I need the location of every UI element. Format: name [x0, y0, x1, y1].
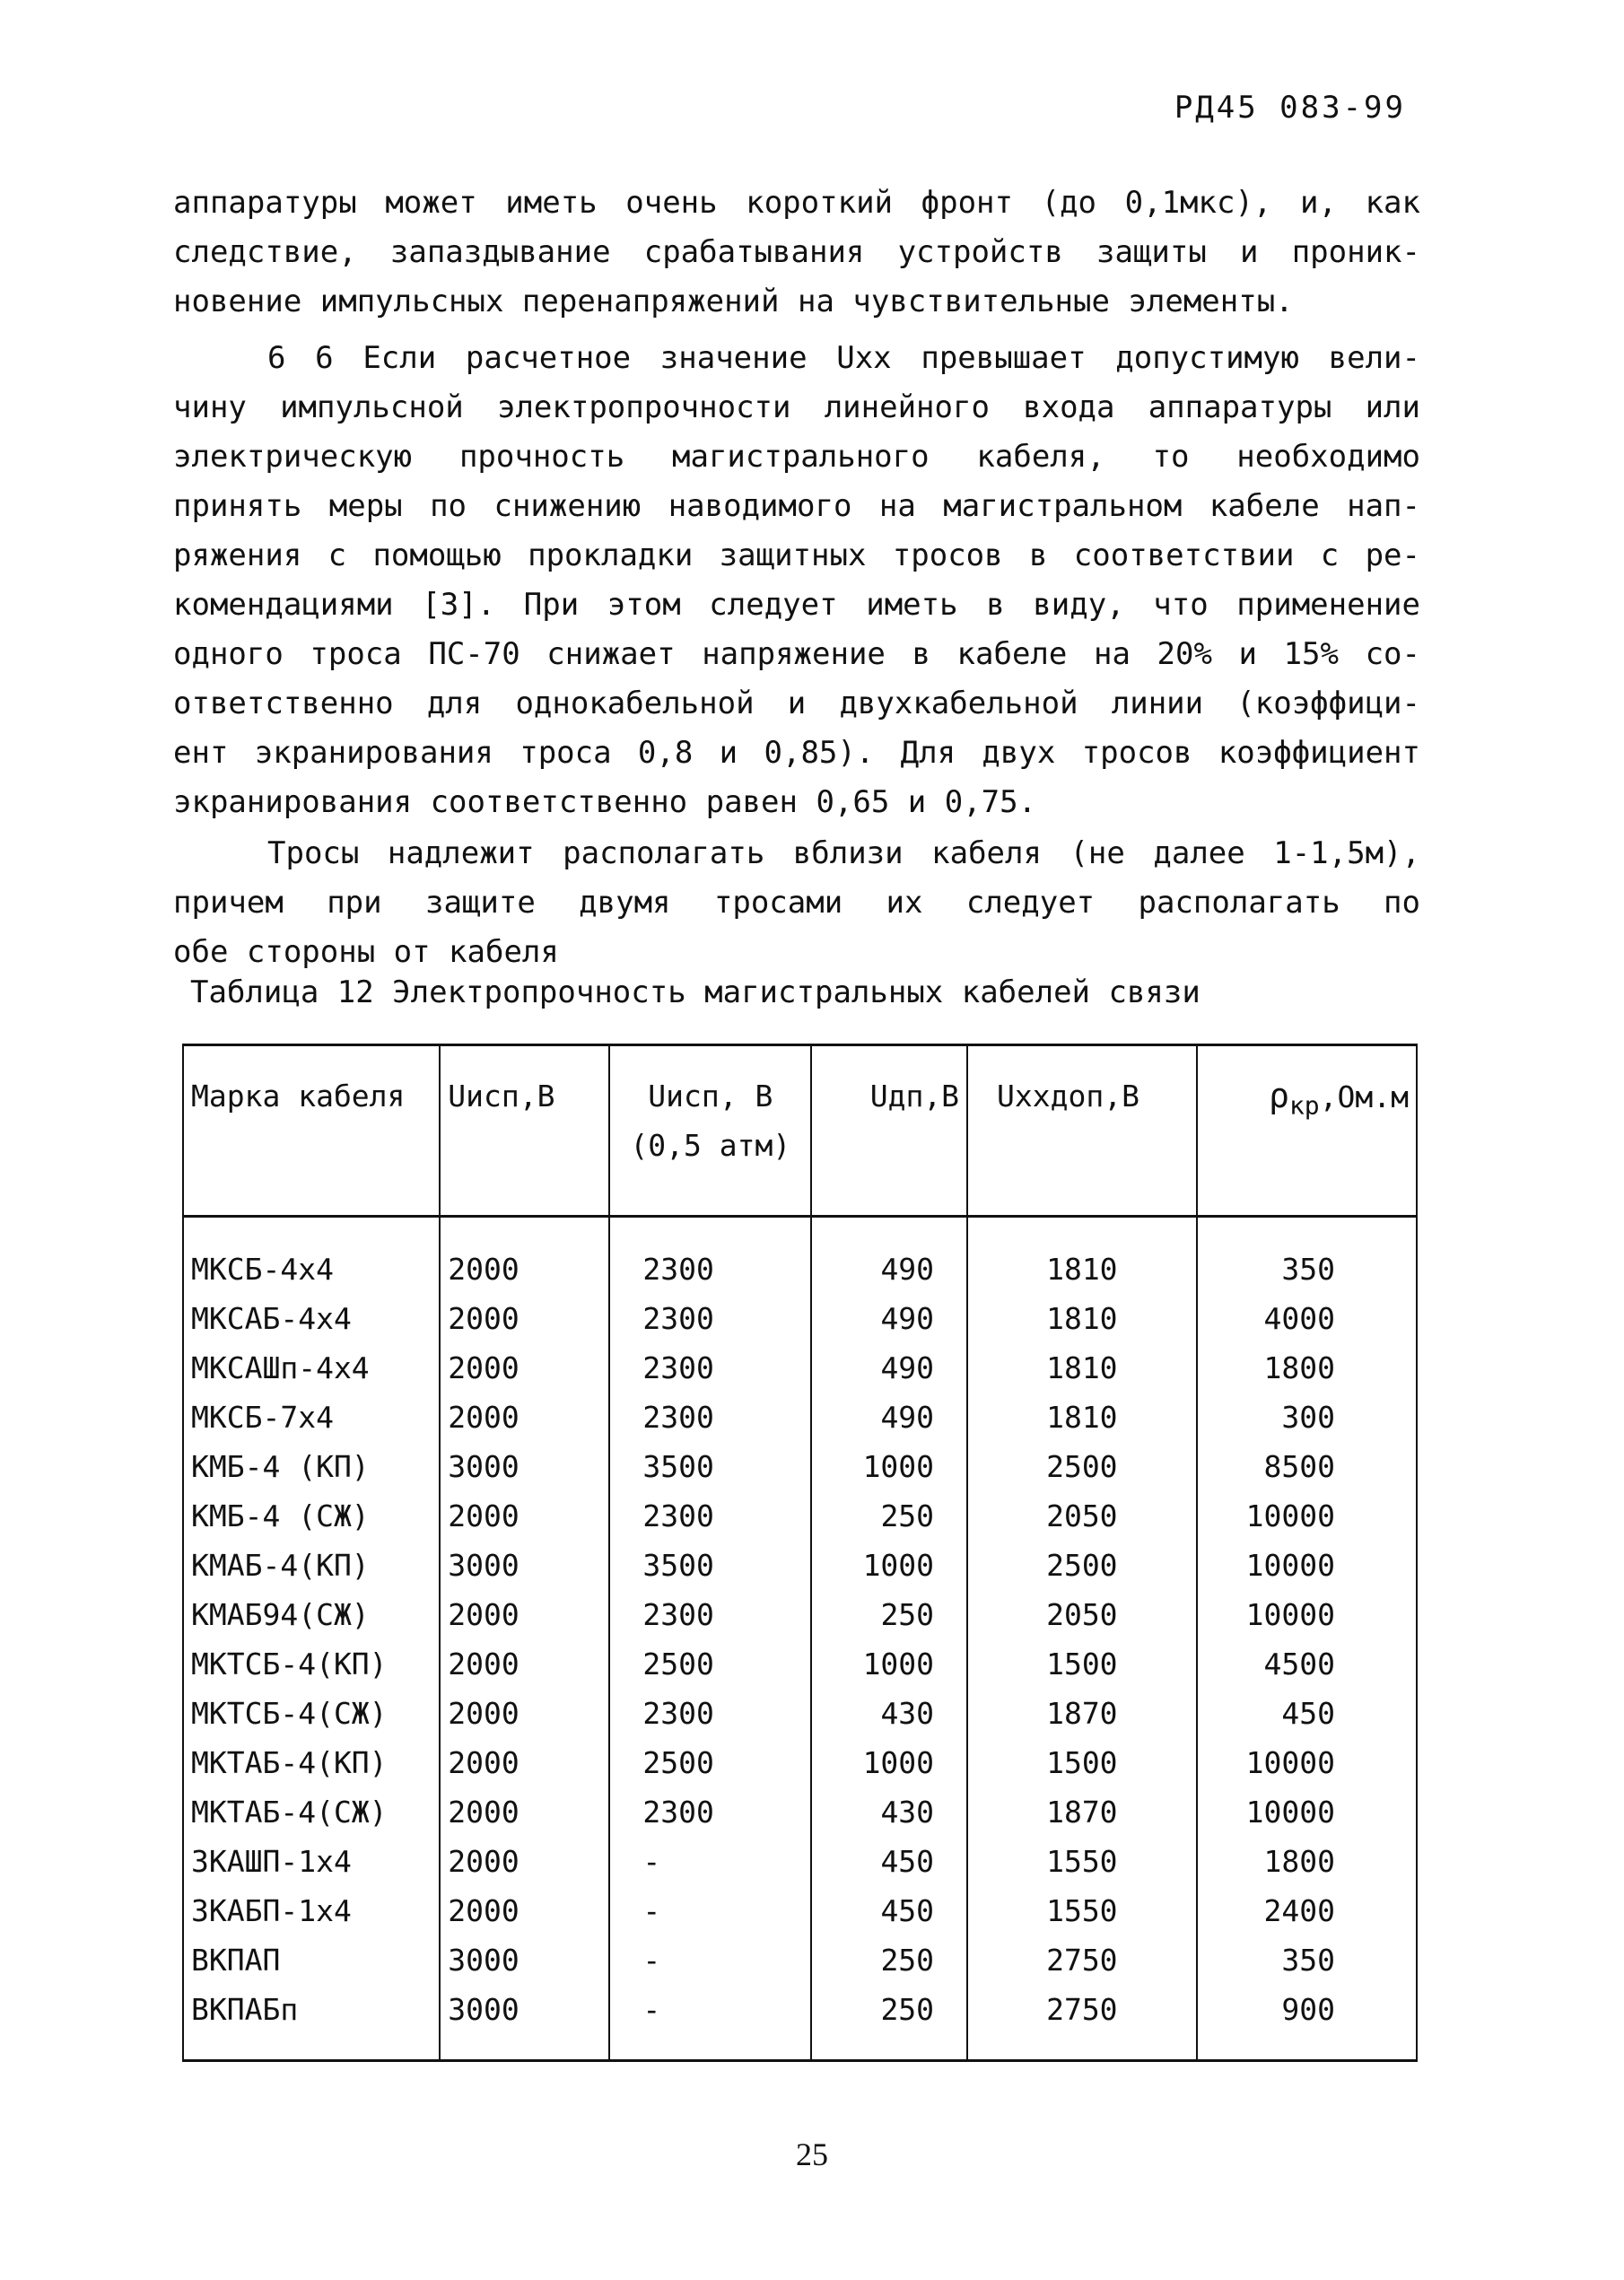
rho-symbol: ρ [1269, 1076, 1289, 1115]
cell-resistivity: 350 [1197, 1935, 1417, 1985]
cell-idle-voltage: 2050 [967, 1491, 1197, 1541]
cell-allowed-voltage: 250 [811, 1985, 967, 2061]
cell-cable-brand: МКСБ-4х4 [183, 1217, 440, 1295]
cell-allowed-voltage: 490 [811, 1217, 967, 1295]
cell-test-voltage-low-pressure: - [609, 1935, 811, 1985]
text-line: электрическую прочность магистрального кабеля, то необходимо [173, 439, 1420, 475]
cell-idle-voltage: 1810 [967, 1343, 1197, 1393]
text-line: экранирования соответственно равен 0,65 и 0,75. [173, 784, 1037, 820]
cell-allowed-voltage: 1000 [811, 1738, 967, 1787]
table-row [183, 1217, 1417, 1295]
text-line: новение импульсных перенапряжений на чувствительные элементы. [173, 284, 1294, 319]
cell-resistivity: 1800 [1197, 1343, 1417, 1393]
cell-cable-brand: МКТСБ-4(СЖ) [183, 1689, 440, 1738]
text-line: ответственно для однокабельной и двухкабельной линии (коэффици- [173, 686, 1420, 721]
text-line: Тросы надлежит располагать вблизи кабеля (не далее 1-1,5м), [267, 835, 1420, 871]
page-number: 25 [796, 2136, 828, 2172]
cell-test-voltage-low-pressure: 2300 [609, 1689, 811, 1738]
cell-cable-brand: МКСАБ-4х4 [183, 1294, 440, 1343]
cell-test-voltage-low-pressure: 2300 [609, 1294, 811, 1343]
cell-idle-voltage: 1550 [967, 1837, 1197, 1886]
cell-resistivity: 1800 [1197, 1837, 1417, 1886]
cell-resistivity: 10000 [1197, 1787, 1417, 1837]
cell-idle-voltage: 1870 [967, 1787, 1197, 1837]
cell-allowed-voltage: 490 [811, 1393, 967, 1442]
cell-cable-brand: ВКПАП [183, 1935, 440, 1985]
cell-test-voltage-low-pressure: 3500 [609, 1541, 811, 1590]
cell-idle-voltage: 1810 [967, 1217, 1197, 1295]
table-row [183, 1639, 1417, 1689]
text-line: принять меры по снижению наводимого на магистральном кабеле нап- [173, 488, 1420, 524]
cell-allowed-voltage: 250 [811, 1491, 967, 1541]
cell-resistivity: 8500 [1197, 1442, 1417, 1491]
cell-cable-brand: МКСБ-7х4 [183, 1393, 440, 1442]
cell-test-voltage: 2000 [440, 1837, 609, 1886]
cell-test-voltage-low-pressure: 2300 [609, 1787, 811, 1837]
document-code: РД45 083-99 [1174, 90, 1406, 126]
header-line: (0,5 атм) [630, 1128, 791, 1163]
cell-idle-voltage: 2050 [967, 1590, 1197, 1639]
cell-test-voltage-low-pressure: - [609, 1985, 811, 2061]
table-row [183, 1294, 1417, 1343]
text-line: следствие, запаздывание срабатывания устройств защиты и проник- [173, 234, 1420, 270]
cell-resistivity: 10000 [1197, 1541, 1417, 1590]
cell-test-voltage: 2000 [440, 1639, 609, 1689]
cell-test-voltage: 2000 [440, 1590, 609, 1639]
cell-test-voltage-low-pressure: - [609, 1837, 811, 1886]
cell-resistivity: 2400 [1197, 1886, 1417, 1935]
table-caption: Таблица 12 Электропрочность магистральных кабелей связи [190, 974, 1201, 1010]
table-row [183, 1343, 1417, 1393]
cell-allowed-voltage: 1000 [811, 1639, 967, 1689]
cell-resistivity: 4500 [1197, 1639, 1417, 1689]
cell-resistivity: 10000 [1197, 1738, 1417, 1787]
table-row [183, 1886, 1417, 1935]
cell-test-voltage: 2000 [440, 1294, 609, 1343]
cell-resistivity: 350 [1197, 1217, 1417, 1295]
cell-allowed-voltage: 250 [811, 1935, 967, 1985]
cell-cable-brand: ВКПАБп [183, 1985, 440, 2061]
cell-idle-voltage: 2500 [967, 1541, 1197, 1590]
table-row [183, 1393, 1417, 1442]
cell-test-voltage-low-pressure: 2300 [609, 1590, 811, 1639]
cell-cable-brand: ЗКАШП-1х4 [183, 1837, 440, 1886]
paragraph-3 [173, 829, 1420, 977]
text-line: причем при защите двумя тросами их следует располагать по [173, 885, 1420, 921]
cell-resistivity: 4000 [1197, 1294, 1417, 1343]
cell-idle-voltage: 2750 [967, 1985, 1197, 2061]
cell-test-voltage-low-pressure: 2300 [609, 1393, 811, 1442]
cell-test-voltage-low-pressure: - [609, 1886, 811, 1935]
table-row [183, 1738, 1417, 1787]
text-line: ент экранирования троса 0,8 и 0,85). Для двух тросов коэффициент [173, 735, 1420, 771]
cell-cable-brand: МКТАБ-4(КП) [183, 1738, 440, 1787]
cell-resistivity: 450 [1197, 1689, 1417, 1738]
cell-test-voltage: 2000 [440, 1217, 609, 1295]
cell-test-voltage: 3000 [440, 1985, 609, 2061]
cell-allowed-voltage: 1000 [811, 1541, 967, 1590]
cell-test-voltage: 3000 [440, 1442, 609, 1491]
cell-idle-voltage: 1500 [967, 1738, 1197, 1787]
cell-test-voltage-low-pressure: 2500 [609, 1639, 811, 1689]
table-header-row [183, 1045, 1417, 1217]
cell-test-voltage-low-pressure: 2300 [609, 1217, 811, 1295]
paragraph-2 [173, 334, 1420, 827]
text-line: комендациями [3]. При этом следует иметь в виду, что применение [173, 587, 1420, 623]
cell-allowed-voltage: 430 [811, 1787, 967, 1837]
cell-allowed-voltage: 490 [811, 1294, 967, 1343]
cell-allowed-voltage: 490 [811, 1343, 967, 1393]
table-row [183, 1442, 1417, 1491]
cell-allowed-voltage: 430 [811, 1689, 967, 1738]
cell-resistivity: 300 [1197, 1393, 1417, 1442]
cell-allowed-voltage: 450 [811, 1886, 967, 1935]
cell-cable-brand: КМБ-4 (КП) [183, 1442, 440, 1491]
table-row [183, 1787, 1417, 1837]
cell-resistivity: 900 [1197, 1985, 1417, 2061]
cell-test-voltage: 2000 [440, 1689, 609, 1738]
cell-allowed-voltage: 450 [811, 1837, 967, 1886]
paragraph-1 [173, 179, 1420, 327]
cell-cable-brand: МКТСБ-4(КП) [183, 1639, 440, 1689]
text-line: чину импульсной электропрочности линейного входа аппаратуры или [173, 389, 1420, 425]
text-line: обе стороны от кабеля [173, 934, 559, 970]
cell-idle-voltage: 1870 [967, 1689, 1197, 1738]
cell-cable-brand: КМБ-4 (СЖ) [183, 1491, 440, 1541]
cell-test-voltage: 3000 [440, 1935, 609, 1985]
header-allowed-voltage: Uдп,В [811, 1045, 967, 1217]
cell-idle-voltage: 1500 [967, 1639, 1197, 1689]
cell-idle-voltage: 2500 [967, 1442, 1197, 1491]
cell-test-voltage: 2000 [440, 1393, 609, 1442]
cell-test-voltage: 3000 [440, 1541, 609, 1590]
cell-cable-brand: МКСАШп-4х4 [183, 1343, 440, 1393]
cell-test-voltage-low-pressure: 2500 [609, 1738, 811, 1787]
cell-test-voltage-low-pressure: 2300 [609, 1491, 811, 1541]
cell-test-voltage: 2000 [440, 1886, 609, 1935]
cell-test-voltage: 2000 [440, 1738, 609, 1787]
cell-cable-brand: МКТАБ-4(СЖ) [183, 1787, 440, 1837]
table-row [183, 1935, 1417, 1985]
cell-cable-brand: КМАБ-4(КП) [183, 1541, 440, 1590]
cell-cable-brand: ЗКАБП-1х4 [183, 1886, 440, 1935]
cell-resistivity: 10000 [1197, 1491, 1417, 1541]
table-row [183, 1837, 1417, 1886]
rho-subscript: кр [1288, 1090, 1320, 1121]
cell-allowed-voltage: 1000 [811, 1442, 967, 1491]
cell-test-voltage: 2000 [440, 1343, 609, 1393]
cell-idle-voltage: 1810 [967, 1294, 1197, 1343]
cell-test-voltage: 2000 [440, 1491, 609, 1541]
table-row [183, 1541, 1417, 1590]
table-row [183, 1689, 1417, 1738]
cell-test-voltage: 2000 [440, 1787, 609, 1837]
cell-cable-brand: КМАБ94(СЖ) [183, 1590, 440, 1639]
cell-idle-voltage: 1810 [967, 1393, 1197, 1442]
header-cable-brand: Марка кабеля [183, 1045, 440, 1217]
cell-resistivity: 10000 [1197, 1590, 1417, 1639]
text-line: одного троса ПС-70 снижает напряжение в кабеле на 20% и 15% со- [173, 636, 1420, 672]
cell-test-voltage-low-pressure: 3500 [609, 1442, 811, 1491]
header-line: Uисп, В [648, 1079, 773, 1114]
text-line: ряжения с помощью прокладки защитных тросов в соответствии с ре- [173, 537, 1420, 573]
table-row [183, 1985, 1417, 2061]
header-test-voltage: Uисп,В [440, 1045, 609, 1217]
table-row [183, 1491, 1417, 1541]
text-line: 6 6 Если расчетное значение Uxx превышает допустимую вели- [267, 340, 1420, 376]
header-test-voltage-low-pressure [609, 1045, 811, 1217]
cell-allowed-voltage: 250 [811, 1590, 967, 1639]
cell-idle-voltage: 2750 [967, 1935, 1197, 1985]
table-row [183, 1590, 1417, 1639]
text-line: аппаратуры может иметь очень короткий фронт (до 0,1мкс), и, как [173, 185, 1420, 221]
cell-test-voltage-low-pressure: 2300 [609, 1343, 811, 1393]
cell-idle-voltage: 1550 [967, 1886, 1197, 1935]
header-idle-voltage: Uххдоп,В [967, 1045, 1197, 1217]
header-resistivity [1197, 1045, 1417, 1217]
resistivity-unit: ,Ом.м [1319, 1079, 1409, 1114]
cable-strength-table [182, 1044, 1418, 2062]
